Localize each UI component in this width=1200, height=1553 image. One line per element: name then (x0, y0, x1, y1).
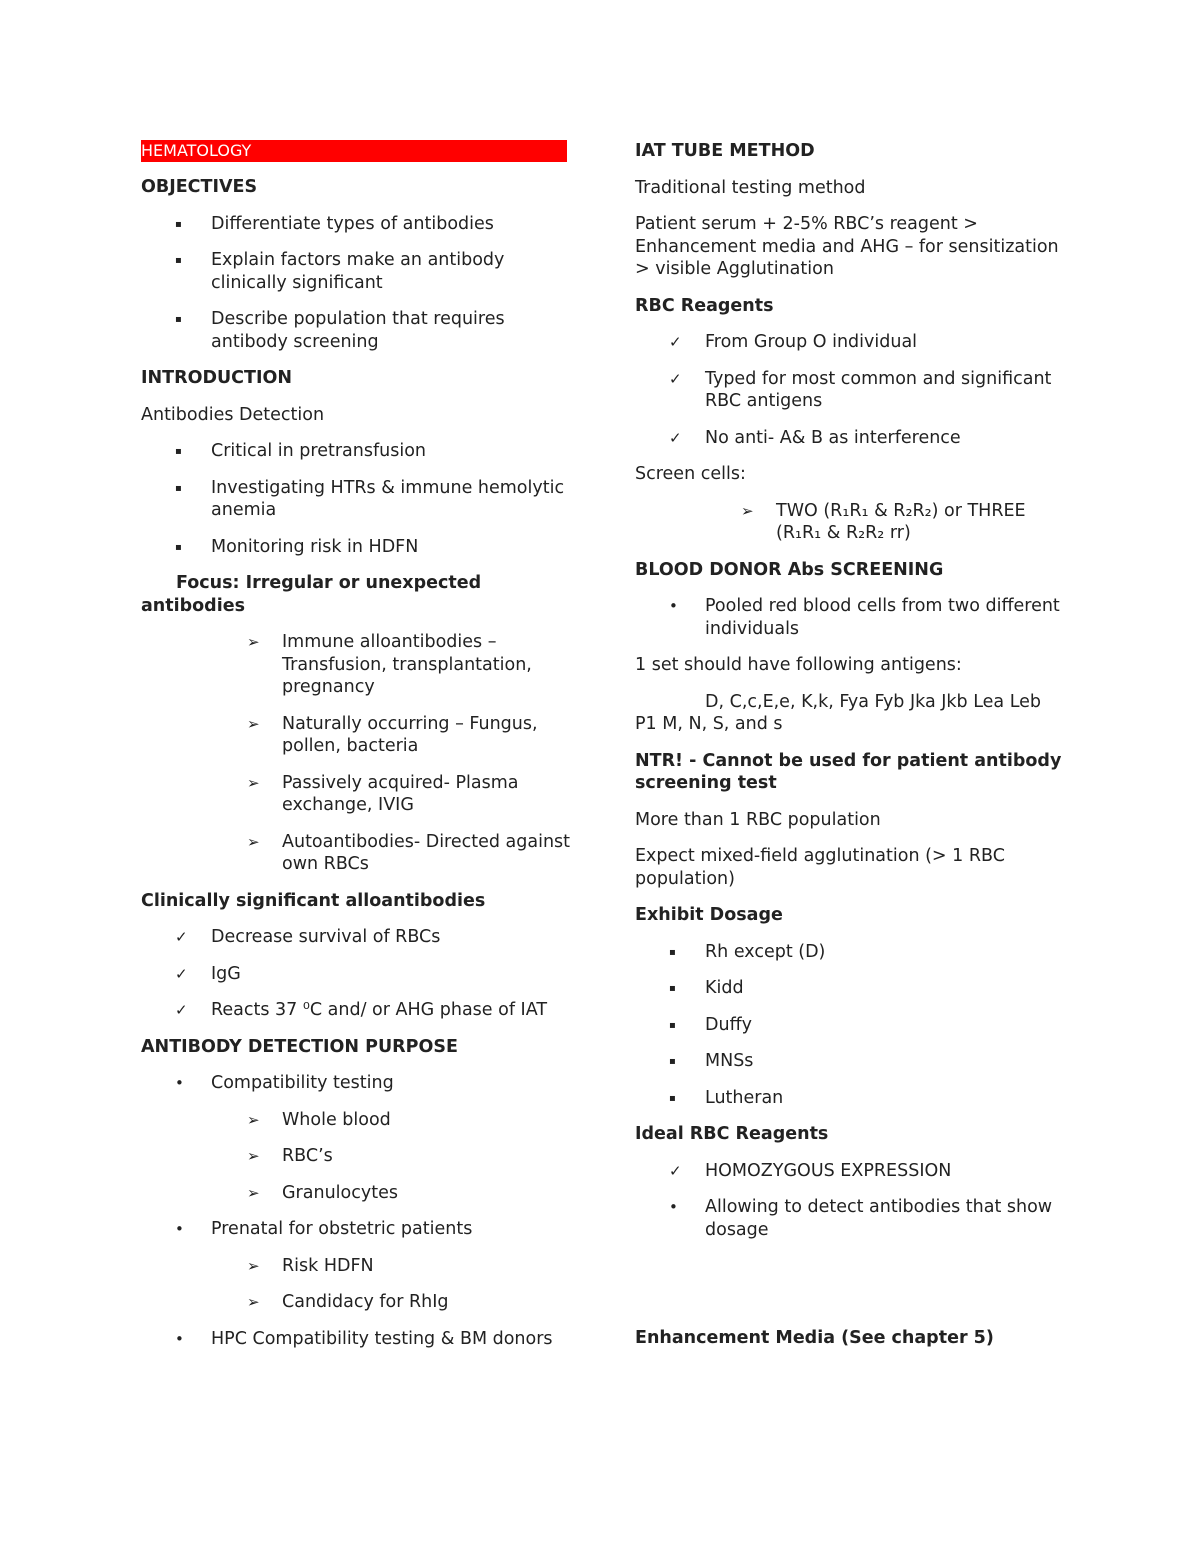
right-column (635, 140, 1065, 1364)
objectives-heading: OBJECTIVES (141, 177, 258, 197)
enhancement-heading: Enhancement Media (See chapter 5) (635, 1328, 994, 1348)
list-item: ▪ Monitoring risk in HDFN (141, 536, 571, 559)
square-bullet-icon: ▪ (175, 218, 182, 230)
list-item: ➢ Autoantibodies- Directed against own RBCs (247, 831, 571, 874)
clinical-heading: Clinically significant alloantibodies (141, 890, 486, 911)
list-item: ▪ Explain factors make an antibody clinically significant (175, 250, 505, 293)
list-item: ➢ Passively acquired- Plasma exchange, IVIG (247, 772, 519, 815)
ideal-heading: Ideal RBC Reagents (635, 1124, 829, 1144)
list-item: ▪ Lutheran (635, 1087, 1065, 1110)
dot-bullet-icon: • (669, 597, 678, 615)
focus-heading: Focus: Irregular or unexpected antibodies (141, 573, 482, 616)
list-item: • Pooled red blood cells from two different individuals (669, 596, 1060, 639)
list-item: ▪ Rh except (D) (635, 941, 1065, 964)
arrow-bullet-icon: ➢ (247, 1147, 260, 1165)
arrow-bullet-icon: ➢ (247, 714, 260, 733)
check-icon: ✓ (669, 369, 682, 388)
list-item: • Compatibility testing (175, 1073, 394, 1093)
list-item: ✓ IgG (175, 963, 241, 984)
check-icon: ✓ (175, 1001, 188, 1019)
list-item: ➢ Granulocytes (247, 1182, 398, 1203)
dot-bullet-icon: • (175, 1220, 184, 1238)
more-text: More than 1 RBC population (635, 809, 881, 830)
check-icon: ✓ (669, 428, 682, 447)
list-item: ▪ Differentiate types of antibodies (141, 213, 571, 236)
list-item: ✓ From Group O individual (669, 332, 918, 352)
iat-description: Patient serum + 2-5% RBC’s reagent > Enhancement media and AHG – for sensitization > visible Agglutination (635, 214, 1059, 279)
arrow-bullet-icon: ➢ (247, 1293, 260, 1311)
square-bullet-icon: ▪ (669, 1092, 676, 1104)
list-item: ▪ Duffy (635, 1014, 1065, 1037)
section-banner: HEMATOLOGY (141, 140, 567, 162)
check-icon: ✓ (175, 928, 188, 946)
list-item: ✓ Decrease survival of RBCs (175, 927, 441, 947)
list-item: ▪ Describe population that requires antibody screening (175, 309, 505, 352)
square-bullet-icon: ▪ (175, 541, 182, 553)
list-item: ✓ Reacts 37 ⁰C and/ or AHG phase of IAT (175, 1000, 548, 1020)
square-bullet-icon: ▪ (669, 1019, 676, 1031)
list-item: • Allowing to detect antibodies that show dosage (669, 1197, 1053, 1240)
list-item: ✓ HOMOZYGOUS EXPRESSION (669, 1160, 952, 1181)
square-bullet-icon: ▪ (669, 983, 676, 994)
check-icon: ✓ (175, 964, 188, 983)
arrow-bullet-icon: ➢ (247, 1256, 260, 1275)
iat-text: Traditional testing method (635, 177, 866, 198)
list-item: ▪ Investigating HTRs & immune hemolytic anemia (175, 477, 565, 520)
arrow-bullet-icon: ➢ (741, 501, 754, 520)
expect-text: Expect mixed-field agglutination (> 1 RBC population) (635, 846, 1005, 889)
purpose-heading: ANTIBODY DETECTION PURPOSE (141, 1036, 458, 1057)
set-text: 1 set should have following antigens: (635, 655, 962, 675)
square-bullet-icon: ▪ (175, 255, 182, 266)
list-item: ➢ RBC’s (247, 1146, 333, 1166)
list-item: ✓ No anti- A& B as interference (669, 427, 961, 448)
dot-bullet-icon: • (669, 1198, 678, 1216)
check-icon: ✓ (669, 1161, 682, 1180)
list-item: ➢ Immune alloantibodies – Transfusion, transplantation, pregnancy (247, 632, 532, 697)
list-item: ➢ Candidacy for RhIg (247, 1292, 449, 1312)
square-bullet-icon: ▪ (175, 446, 182, 457)
list-item: ➢ Naturally occurring – Fungus, pollen, bacteria (247, 713, 538, 756)
arrow-bullet-icon: ➢ (247, 832, 260, 851)
donor-heading: BLOOD DONOR Abs SCREENING (635, 559, 944, 580)
intro-text: Antibodies Detection (141, 404, 325, 425)
dot-bullet-icon: • (175, 1329, 184, 1348)
square-bullet-icon: ▪ (175, 482, 182, 494)
square-bullet-icon: ▪ (669, 946, 676, 958)
list-item: ✓ Typed for most common and significant RBC antigens (669, 368, 1052, 411)
list-item: ➢ TWO (R₁R₁ & R₂R₂) or THREE (R₁R₁ & R₂R₂ rr) (741, 500, 1026, 543)
ntr-heading: NTR! - Cannot be used for patient antibody screening test (635, 750, 1062, 793)
list-item: ▪ Kidd (635, 977, 1065, 1000)
square-bullet-icon: ▪ (669, 1056, 676, 1067)
list-item: • Prenatal for obstetric patients (175, 1219, 473, 1239)
arrow-bullet-icon: ➢ (247, 1110, 260, 1129)
list-item: ▪ Critical in pretransfusion (141, 440, 571, 463)
square-bullet-icon: ▪ (175, 314, 182, 325)
introduction-heading: INTRODUCTION (141, 368, 292, 388)
iat-heading: IAT TUBE METHOD (635, 141, 815, 161)
arrow-bullet-icon: ➢ (247, 1183, 260, 1202)
screen-cells-text: Screen cells: (635, 464, 746, 484)
dosage-heading: Exhibit Dosage (635, 905, 783, 925)
arrow-bullet-icon: ➢ (247, 633, 260, 651)
rbc-reagents-heading: RBC Reagents (635, 295, 774, 316)
arrow-bullet-icon: ➢ (247, 773, 260, 792)
left-column (141, 140, 571, 1364)
spacer (635, 1255, 1065, 1327)
list-item: ➢ Whole blood (247, 1109, 391, 1130)
list-item: • HPC Compatibility testing & BM donors (175, 1328, 553, 1349)
check-icon: ✓ (669, 333, 682, 351)
list-item: ➢ Risk HDFN (247, 1255, 374, 1276)
list-item: ▪ MNSs (635, 1050, 1065, 1073)
antigens-text: D, C,c,E,e, K,k, Fya Fyb Jka Jkb Lea Leb P1 M, N, S, and s (635, 691, 1042, 734)
dot-bullet-icon: • (175, 1074, 184, 1092)
